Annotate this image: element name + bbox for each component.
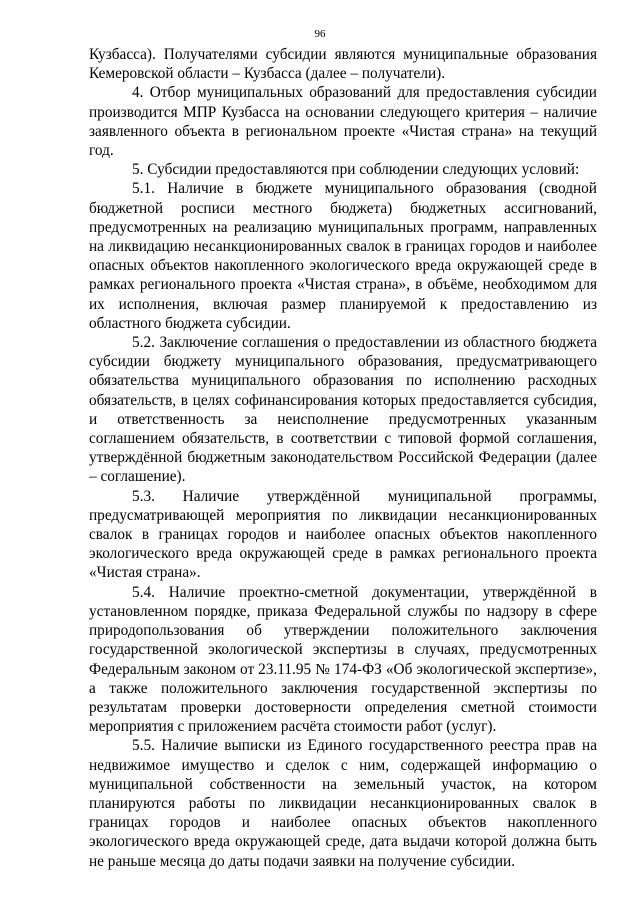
- paragraph-5-4: 5.4. Наличие проектно-сметной документации, утверждённой в установленном порядке, приказа Федеральной службы по надзору в сфере природопользования об утверждении положительного заключения государственной экологической экспертизы в случаях, предусмотренных Федеральным законом от 23.11.95 № 174-ФЗ «Об экологической экспертизе», а также положительного заключения государственной экспертизы по результатам проверки достоверности определения сметной стоимости мероприятия с приложением расчёта стоимости работ (услуг).: [89, 583, 597, 736]
- paragraph-5-3: 5.3. Наличие утверждённой муниципальной программы, предусматривающей мероприятия по ликвидации несанкционированных свалок в границах городов и наиболее опасных объектов накопленного экологического вреда окружающей среде в рамках регионального проекта «Чистая страна».: [89, 487, 597, 582]
- paragraph-5-1: 5.1. Наличие в бюджете муниципального образования (сводной бюджетной росписи местного бюджета) бюджетных ассигнований, предусмотренных на реализацию муниципальных программ, направленных на ликвидацию несанкционированных свалок в границах городов и наиболее опасных объектов накопленного экологического вреда окружающей среде в рамках регионального проекта «Чистая страна», в объёме, необходимом для их исполнения, включая размер планируемой к предоставлению из областного бюджета субсидии.: [89, 180, 597, 332]
- paragraph-5-5: 5.5. Наличие выписки из Единого государственного реестра прав на недвижимое имущество и сделок с ним, содержащей информацию о муниципальной собственности на земельный участок, на котором планируются работы по ликвидации несанкционированных свалок в границах городов и наиболее опасных объектов накопленного экологического вреда окружающей среде, дата выдачи которой должна быть не раньше месяца до даты подачи заявки на получение субсидии.: [89, 737, 597, 870]
- page-number: 96: [314, 28, 326, 40]
- paragraph-continuation: Кузбасса). Получателями субсидии являются муниципальные образования Кемеровской области – Кузбасса (далее – получатели).: [89, 46, 597, 83]
- paragraph-5-conditions: 5. Субсидии предоставляются при соблюдении следующих условий:: [132, 161, 580, 179]
- paragraph-5-2: 5.2. Заключение соглашения о предоставлении из областного бюджета субсидии бюджету муниципального образования, предусматривающего обязательства муниципального образования по исполнению расходных обязательств, в целях софинансирования которых предоставляется субсидия, и ответственность за неисполнение предусмотренных указанным соглашением обязательств, в соответствии с типовой формой соглашения, утверждённой бюджетным законодательством Российской Федерации (далее – соглашение).: [89, 334, 597, 486]
- paragraph-4-selection: 4. Отбор муниципальных образований для предоставления субсидии производится МПР Кузбасса на основании следующего критерия – наличие заявленного объекта в региональном проекте «Чистая страна» на текущий год.: [89, 84, 597, 160]
- document-body: [89, 45, 597, 871]
